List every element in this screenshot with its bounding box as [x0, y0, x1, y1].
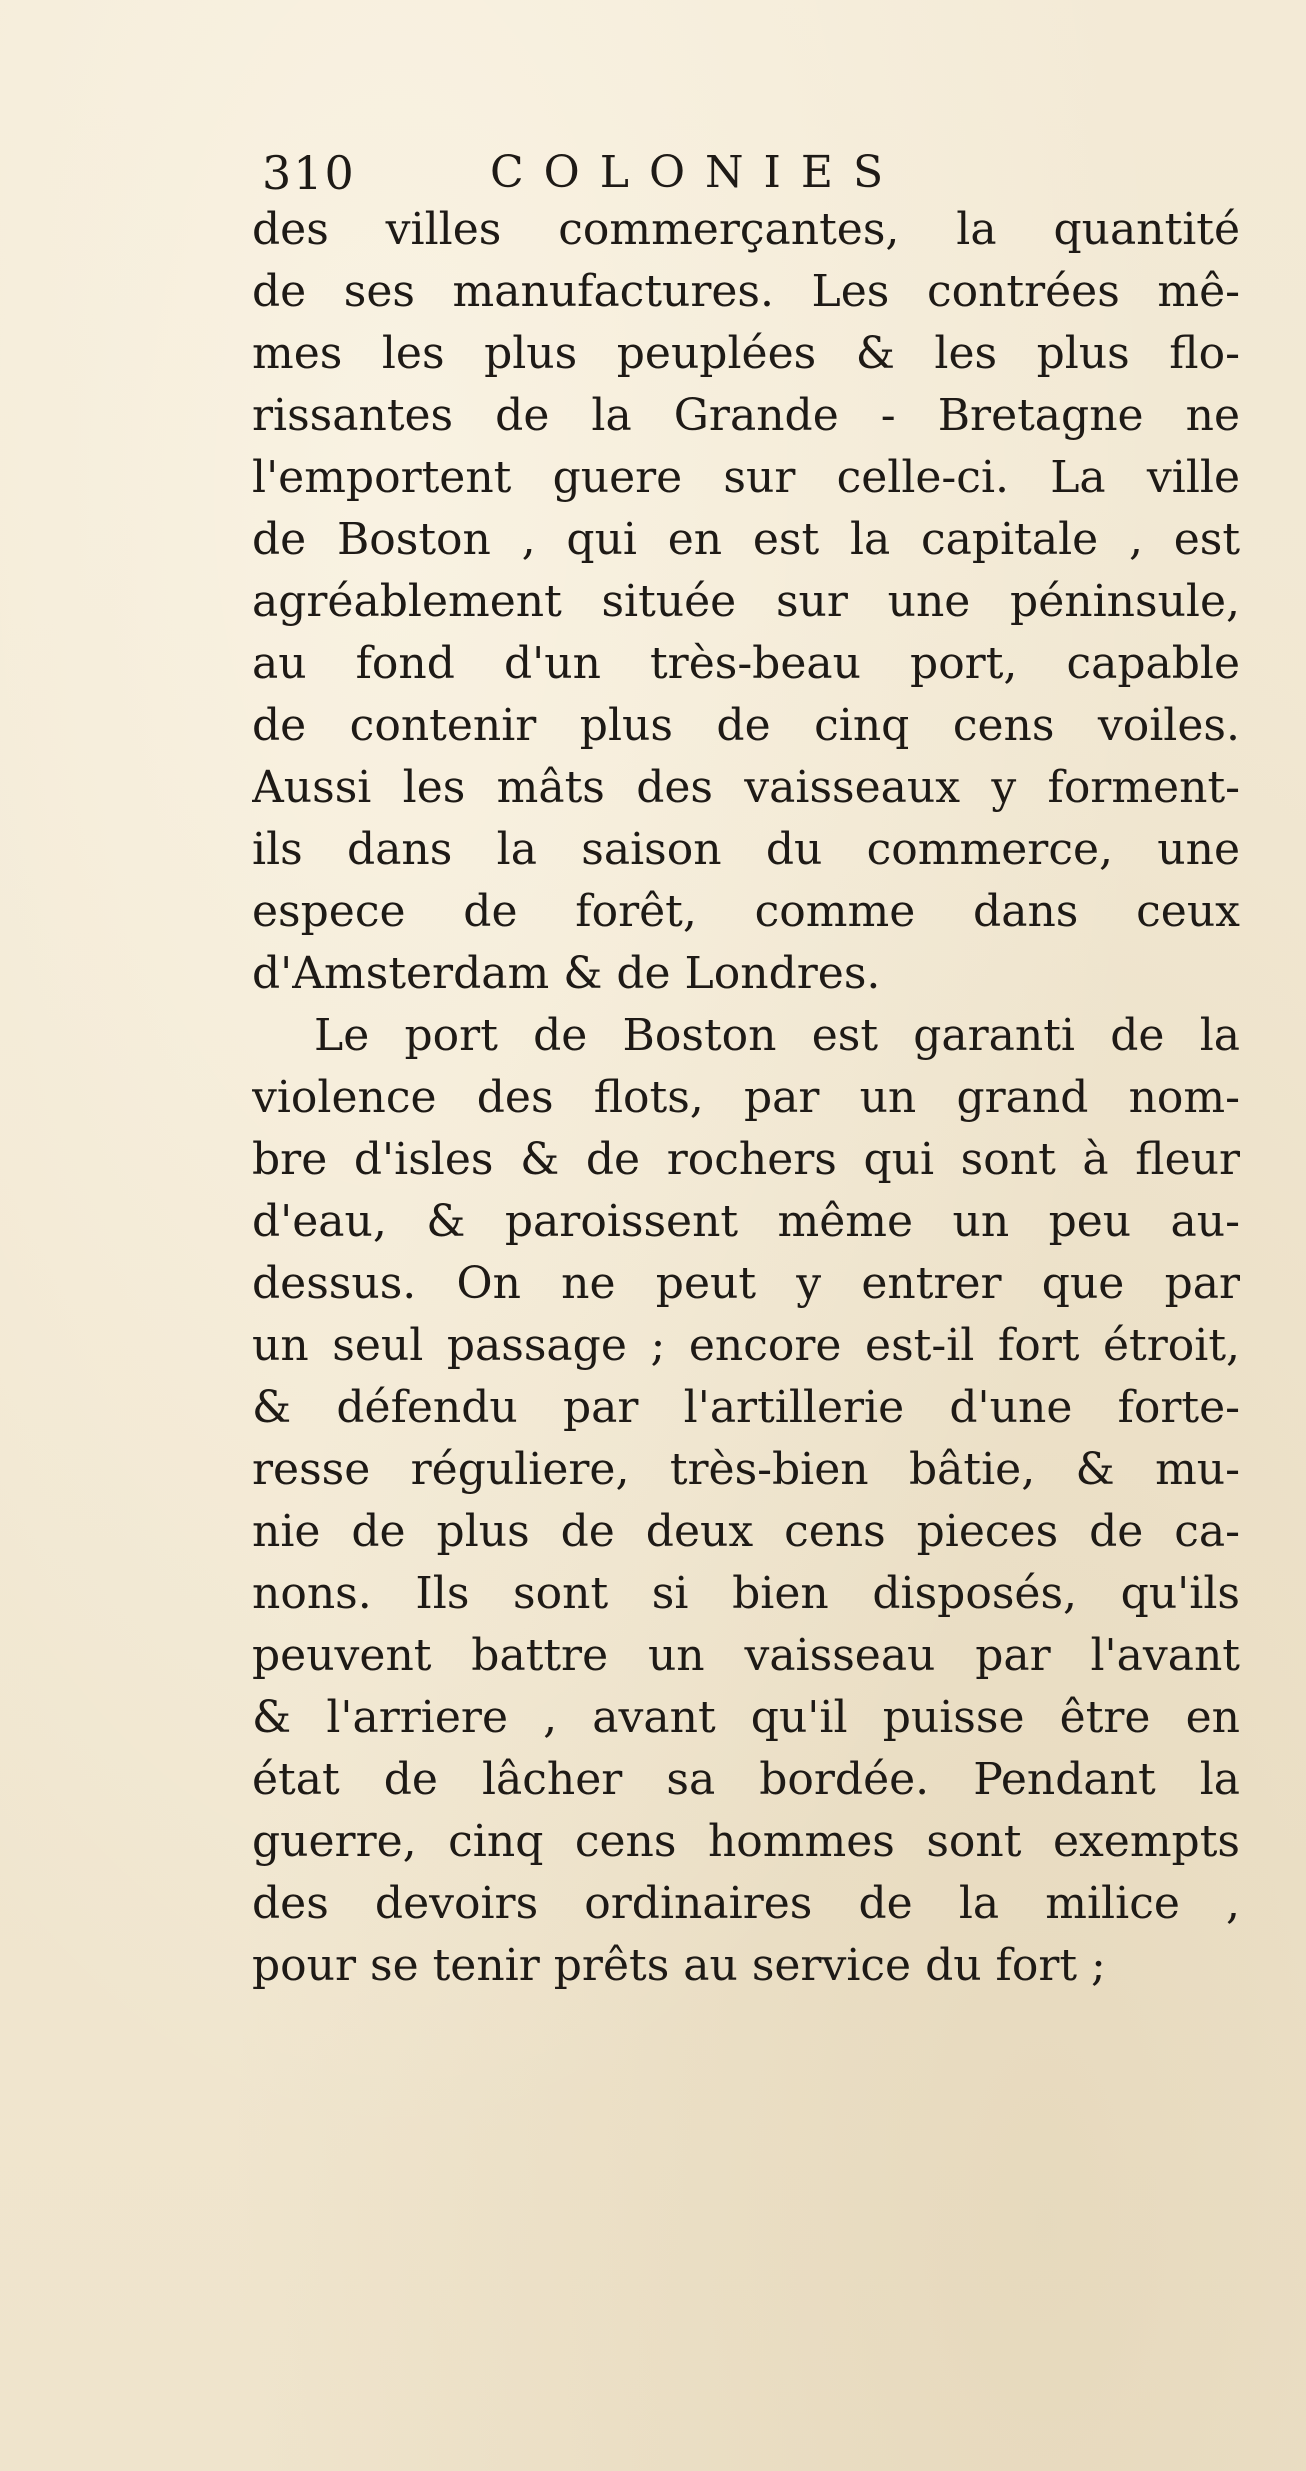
text-line: agréablement située sur une péninsule,: [252, 576, 1240, 627]
text-line: peuvent battre un vaisseau par l'avant: [252, 1630, 1240, 1681]
page-header: [262, 140, 1242, 206]
text-line: de Boston , qui en est la capitale , est: [252, 514, 1240, 565]
text-line: un seul passage ; encore est-il fort étroit,: [252, 1320, 1240, 1371]
text-line: espece de forêt, comme dans ceux: [252, 886, 1240, 937]
text-line: violence des flots, par un grand nom-: [252, 1072, 1240, 1123]
text-line: dessus. On ne peut y entrer que par: [252, 1258, 1240, 1309]
text-line: nie de plus de deux cens pieces de ca-: [252, 1506, 1240, 1557]
page-number: 310: [262, 146, 356, 200]
text-line: bre d'isles & de rochers qui sont à fleur: [252, 1134, 1240, 1185]
text-line: pour se tenir prêts au service du fort ;: [252, 1940, 1106, 1991]
text-line: nons. Ils sont si bien disposés, qu'ils: [252, 1568, 1240, 1619]
text-line: & défendu par l'artillerie d'une forte-: [252, 1382, 1240, 1433]
text-line: Le port de Boston est garanti de la: [314, 1010, 1240, 1061]
text-line: l'emportent guere sur celle-ci. La ville: [252, 452, 1240, 503]
text-line: rissantes de la Grande - Bretagne ne: [252, 390, 1240, 441]
text-line: d'eau, & paroissent même un peu au-: [252, 1196, 1240, 1247]
text-line: mes les plus peuplées & les plus flo-: [252, 328, 1240, 379]
text-line: état de lâcher sa bordée. Pendant la: [252, 1754, 1240, 1805]
body-text: [252, 199, 1240, 1997]
text-line: & l'arriere , avant qu'il puisse être en: [252, 1692, 1240, 1743]
text-line: au fond d'un très-beau port, capable: [252, 638, 1240, 689]
text-line: des devoirs ordinaires de la milice ,: [252, 1878, 1240, 1929]
text-line: ils dans la saison du commerce, une: [252, 824, 1240, 875]
text-line: de contenir plus de cinq cens voiles.: [252, 700, 1240, 751]
running-head: COLONIES: [490, 147, 904, 198]
paragraph-1: [252, 199, 1240, 1005]
text-line: Aussi les mâts des vaisseaux y forment-: [252, 762, 1240, 813]
paragraph-2: [252, 1005, 1240, 1997]
text-line: de ses manufactures. Les contrées mê-: [252, 266, 1240, 317]
text-line: des villes commerçantes, la quantité: [252, 204, 1240, 255]
text-line: guerre, cinq cens hommes sont exempts: [252, 1816, 1240, 1867]
text-line: resse réguliere, très-bien bâtie, & mu-: [252, 1444, 1240, 1495]
text-line: d'Amsterdam & de Londres.: [252, 948, 881, 999]
